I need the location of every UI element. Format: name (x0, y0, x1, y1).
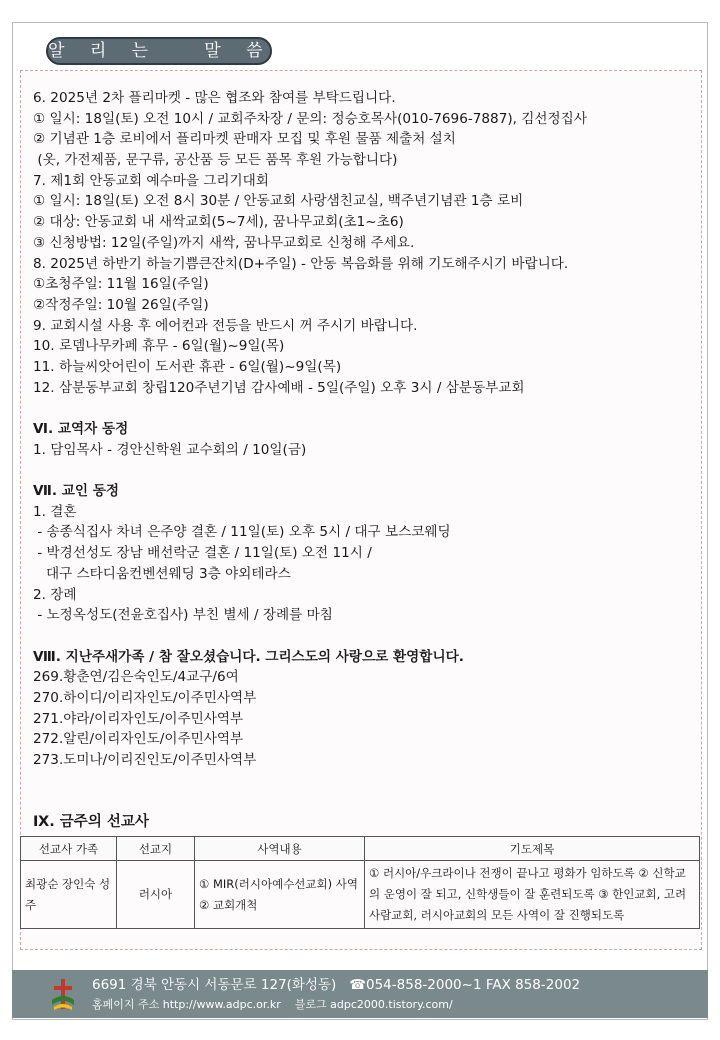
list-item: 대구 스타디움컨벤션웨딩 3층 야외테라스 (33, 565, 291, 582)
list-item: 272.알린/이리자인도/이주민사역부 (33, 731, 244, 748)
table-header-row (21, 837, 700, 861)
header-work: 사역내용 (195, 837, 365, 861)
cell-work: ① MIR(러시아예수선교회) 사역 ② 교회개척 (195, 861, 365, 929)
list-item: ① 일시: 18일(토) 오전 8시 30분 / 안동교회 사랑샘친교실, 백주년기념관 1층 로비 (33, 193, 524, 210)
list-item: 12. 삼분동부교회 창립120주년기념 감사예배 - 5일(주일) 오후 3시 / 삼분동부교회 (33, 379, 525, 396)
announcement-list (33, 88, 701, 771)
list-item: 273.도미나/이리진인도/이주민사역부 (33, 752, 257, 768)
list-item: ①초청주일: 11월 16일(주일) (33, 276, 209, 293)
footer-address: 6691 경북 안동시 서동문로 127(화성동) ☎054-858-2000~1 FAX 858-2002 (92, 977, 581, 993)
table-row (21, 861, 700, 929)
church-cross-icon (50, 978, 76, 1012)
header-field: 선교지 (117, 837, 195, 861)
header-family: 선교사 가족 (21, 837, 117, 861)
list-item: 1. 결혼 (33, 503, 77, 520)
list-item: ① 일시: 18일(토) 오전 10시 / 교회주차장 / 문의: 정승호목사(010-7696-7887), 김선정집사 (33, 110, 587, 127)
spacer (33, 626, 701, 647)
list-item: 10. 로뎀나무카페 휴무 - 6일(월)~9일(목) (33, 338, 285, 355)
list-item: 1. 담임목사 - 경안신학원 교수회의 / 10일(금) (33, 441, 307, 458)
footer-bar (12, 970, 708, 1018)
footer-web: 홈페이지 주소 http://www.adpc.or.kr 블로그 adpc2000.tistory.com/ (92, 998, 453, 1011)
spacer (33, 398, 701, 419)
list-item: 6. 2025년 2차 플리마켓 - 많은 협조와 참여를 부탁드립니다. (33, 90, 396, 106)
missionary-table (20, 836, 700, 929)
list-item: - 박경선성도 장남 배선락군 결혼 / 11일(토) 오전 11시 / (33, 545, 372, 562)
list-item: 271.야라/이리자인도/이주민사역부 (33, 710, 244, 727)
list-item: 269.황춘연/김은숙인도/4교구/6여 (33, 669, 239, 686)
list-item: 2. 장례 (33, 586, 77, 603)
list-item: ② 기념관 1층 로비에서 플리마켓 판매자 모집 및 후원 물품 제출처 설치 (33, 131, 456, 148)
section-heading: Ⅷ. 지난주새가족 / 참 잘오셨습니다. 그리스도의 사랑으로 환영합니다. (33, 648, 464, 665)
list-item: - 노정옥성도(전윤호집사) 부친 별세 / 장례를 마침 (33, 607, 333, 624)
spacer (33, 460, 701, 481)
list-item: ②작정주일: 10월 26일(주일) (33, 296, 209, 313)
cell-prayer: ① 러시아/우크라이나 전쟁이 끝나고 평화가 임하도록 ② 신학교의 운영이 잘 되고, 신학생들이 잘 훈련되도록 ③ 한인교회, 고려사람교회, 러시아교회의 모든 사역이 잘 진행되도록 (365, 861, 700, 929)
section-heading: Ⅵ. 교역자 동정 (33, 421, 129, 437)
list-item: 11. 하늘씨앗어린이 도서관 휴관 - 6일(월)~9일(목) (33, 358, 342, 375)
list-item: ② 대상: 안동교회 내 새싹교회(5~7세), 꿈나무교회(초1~초6) (33, 214, 404, 231)
list-item: 9. 교회시설 사용 후 에어컨과 전등을 반드시 꺼 주시기 바랍니다. (33, 317, 418, 334)
cell-family: 최광순 장인숙 성주 (21, 861, 117, 929)
cell-field: 러시아 (117, 861, 195, 929)
section-heading: Ⅶ. 교인 동정 (33, 483, 119, 500)
list-item: (옷, 가전제품, 문구류, 공산품 등 모든 품목 후원 가능합니다) (33, 152, 398, 169)
list-item: 8. 2025년 하반기 하늘기쁨큰잔치(D+주일) - 안동 복음화를 위해 기도해주시기 바랍니다. (33, 255, 569, 272)
list-item: 7. 제1회 안동교회 예수마을 그리기대회 (33, 172, 269, 189)
mission-heading: Ⅸ. 금주의 선교사 (33, 814, 149, 830)
header-prayer: 기도제목 (365, 837, 700, 861)
list-item: - 송종식집사 차녀 은주양 결혼 / 11일(토) 오후 5시 / 대구 보스코웨딩 (33, 524, 451, 541)
list-item: 270.하이디/이리자인도/이주민사역부 (33, 689, 257, 706)
page-title: 알 리 는 말 씀 (46, 37, 272, 65)
list-item: ③ 신청방법: 12일(주일)까지 새싹, 꿈나무교회로 신청해 주세요. (33, 234, 415, 251)
